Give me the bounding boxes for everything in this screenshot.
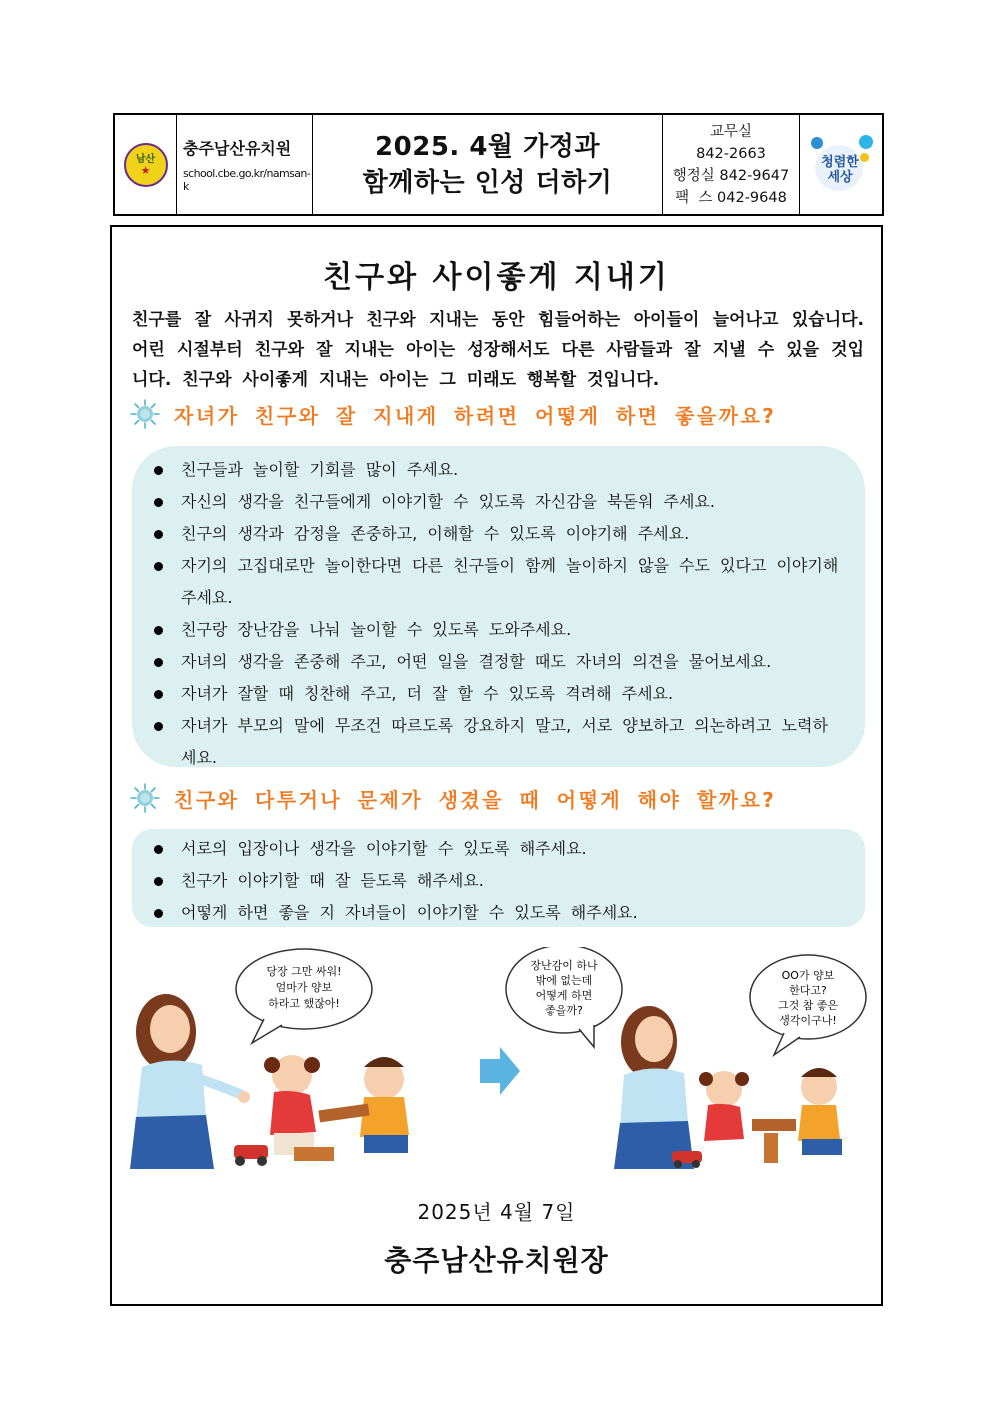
bubble3-line1: OO가 양보 bbox=[781, 969, 835, 982]
bubble2-line1: 장난감이 하나 bbox=[530, 959, 598, 972]
bullet-sun-icon bbox=[130, 399, 160, 429]
bubble1-line2: 엄마가 양보 bbox=[275, 981, 333, 994]
bubble2-line4: 좋을까? bbox=[545, 1004, 583, 1017]
section2-panel bbox=[132, 829, 865, 927]
signer: 충주남산유치원장 bbox=[384, 1244, 609, 1277]
bubble3-line2: 한다고? bbox=[789, 984, 827, 997]
section1-panel bbox=[132, 446, 865, 767]
main-content-box bbox=[110, 225, 883, 1306]
list-item: 서로의 입장이나 생각을 이야기할 수 있도록 해주세요. bbox=[154, 833, 843, 865]
bubble1-line1: 당장 그만 싸워! bbox=[266, 965, 342, 978]
list-item: 친구의 생각과 감정을 존중하고, 이해할 수 있도록 이야기해 주세요. bbox=[154, 518, 843, 550]
intro-paragraph: 친구를 잘 사귀지 못하거나 친구와 지내는 동안 힘들어하는 아이들이 늘어나고 있습니다. 어린 시절부터 친구와 잘 지내는 아이는 성장해서도 다른 사람들과 잘 지낼 수 있을 것입니다. 친구와 사이좋게 지내는 아이는 그 미래도 행복할 것입니다. bbox=[132, 310, 864, 390]
issue-date: 2025년 4월 7일 bbox=[417, 1200, 576, 1224]
list-item: 친구가 이야기할 때 잘 듣도록 해주세요. bbox=[154, 865, 843, 897]
list-item: 자신의 생각을 친구들에게 이야기할 수 있도록 자신감을 북돋워 주세요. bbox=[154, 486, 843, 518]
header-table bbox=[113, 113, 884, 216]
bubble2-line2: 밖에 없는데 bbox=[535, 974, 593, 987]
school-url[interactable]: school.cbe.go.kr/namsan-k bbox=[183, 167, 311, 193]
scene-after bbox=[506, 947, 866, 1169]
list-item: 자녀의 생각을 존중해 주고, 어떤 일을 결정할 때도 자녀의 의견을 물어보세요. bbox=[154, 646, 843, 678]
section2-heading-text: 친구와 다투거나 문제가 생겼을 때 어떻게 해야 할까요? bbox=[174, 787, 777, 812]
list-item: 어떻게 하면 좋을 지 자녀들이 이야기할 수 있도록 해주세요. bbox=[154, 897, 843, 929]
section1-heading bbox=[130, 399, 776, 429]
school-name: 충주남산유치원 bbox=[183, 139, 292, 158]
logo-text: 남산 bbox=[135, 153, 156, 165]
bullet-sun-icon bbox=[130, 783, 160, 813]
school-logo bbox=[124, 143, 168, 187]
title-cell bbox=[313, 115, 663, 214]
header-title-line1: 2025. 4월 가정과 bbox=[375, 131, 600, 162]
header-title-line2: 함께하는 인성 더하기 bbox=[362, 167, 613, 198]
office-label: 교무실 bbox=[709, 123, 753, 140]
bubble3-line3: 그것 참 좋은 bbox=[777, 999, 839, 1012]
bubble1-line3: 하라고 했잖아! bbox=[268, 997, 340, 1010]
list-item: 자녀가 잘할 때 칭찬해 주고, 더 잘 할 수 있도록 격려해 주세요. bbox=[154, 678, 843, 710]
office-number: 842-2663 bbox=[696, 145, 766, 162]
brand-cell bbox=[800, 115, 882, 214]
admin-contact: 행정실 842-9647 bbox=[672, 167, 790, 184]
fax-contact: 팩 스 042-9648 bbox=[675, 189, 787, 206]
list-item: 자기의 고집대로만 놀이한다면 다른 친구들이 함께 놀이하지 않을 수도 있다고 이야기해 주세요. bbox=[154, 550, 843, 614]
logo-star-icon: ★ bbox=[140, 163, 151, 177]
arrow-right-icon bbox=[480, 1047, 520, 1095]
contact-cell bbox=[663, 115, 800, 214]
list-item: 친구들과 놀이할 기회를 많이 주세요. bbox=[154, 454, 843, 486]
logo-cell bbox=[115, 115, 177, 214]
page-title: 친구와 사이좋게 지내기 bbox=[323, 260, 670, 295]
school-cell bbox=[177, 115, 313, 214]
brand-text: 청렴한 세상 bbox=[821, 154, 859, 185]
list-item: 친구랑 장난감을 나눠 놀이할 수 있도록 도와주세요. bbox=[154, 614, 843, 646]
bubble3-line4: 생각이구나! bbox=[779, 1014, 837, 1027]
section1-heading-text: 자녀가 친구와 잘 지내게 하려면 어떻게 하면 좋을까요? bbox=[174, 403, 777, 428]
list-item: 자녀가 부모의 말에 무조건 따르도록 강요하지 말고, 서로 양보하고 의논하려고 노력하세요. bbox=[154, 710, 843, 774]
section2-heading bbox=[130, 783, 776, 813]
scene-before bbox=[130, 949, 409, 1169]
illustration bbox=[124, 947, 869, 1169]
bubble2-line3: 어떻게 하면 bbox=[535, 989, 593, 1002]
integrity-logo bbox=[809, 133, 873, 197]
